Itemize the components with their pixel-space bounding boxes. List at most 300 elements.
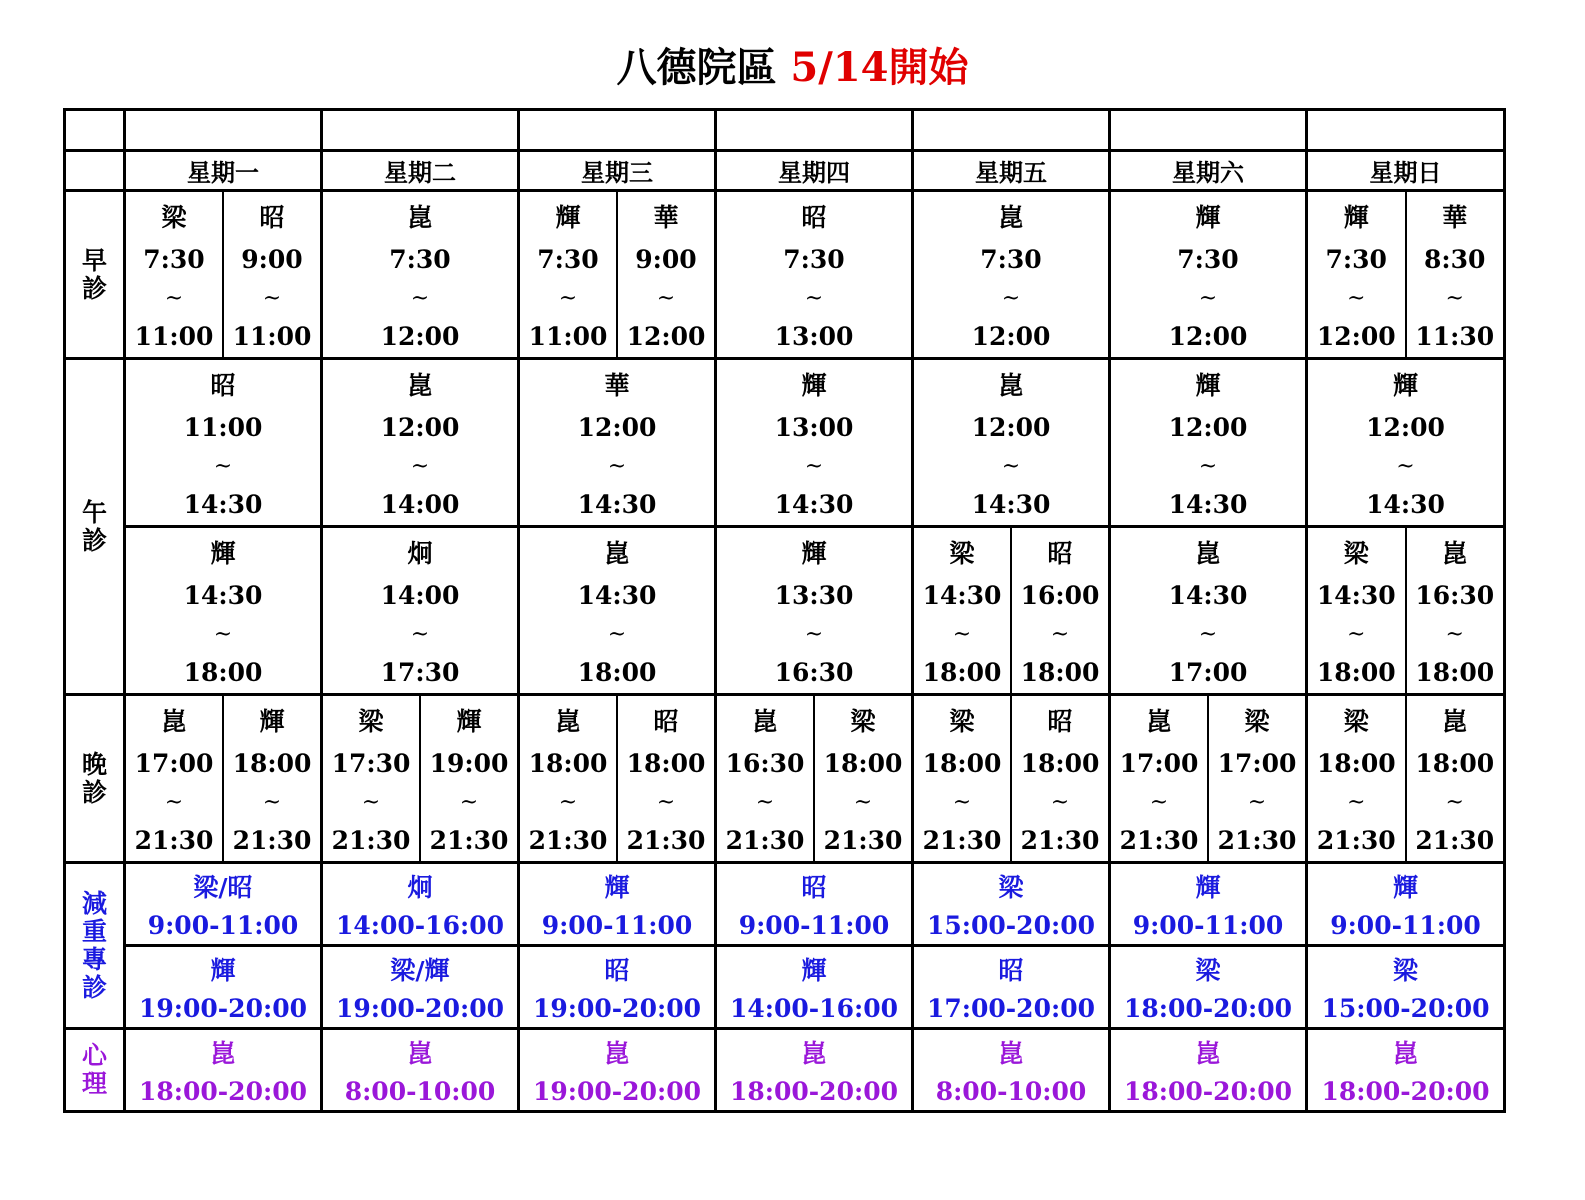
doctor-name: 輝 — [801, 370, 827, 400]
weight-cell — [519, 863, 716, 946]
psych-cell — [1307, 1029, 1505, 1112]
cell-content — [717, 864, 911, 944]
tilde: ~ — [1050, 789, 1070, 815]
end-time: 11:00 — [232, 322, 312, 352]
doctor-name: 炯 — [407, 872, 433, 902]
doctor-name: 崑 — [407, 370, 433, 400]
end-time: 17:00 — [1168, 658, 1248, 688]
shift-cell — [125, 695, 322, 863]
tilde: ~ — [853, 789, 873, 815]
tilde: ~ — [1445, 621, 1464, 647]
doctor-name: 崑 — [801, 1038, 827, 1068]
shift-cell — [322, 527, 519, 695]
doctor-name: 梁 — [1244, 706, 1270, 736]
split-slot — [914, 528, 1108, 693]
cell-content — [1308, 947, 1503, 1027]
blank-cell — [65, 110, 125, 151]
shift-cell — [1307, 359, 1505, 527]
evening-row — [65, 695, 1505, 863]
start-time: 13:30 — [774, 581, 854, 611]
shift-slot — [126, 360, 320, 525]
start-time: 18:00 — [232, 749, 312, 779]
end-time: 18:00 — [1415, 658, 1495, 688]
start-time: 14:30 — [1168, 581, 1248, 611]
start-time: 7:30 — [1325, 245, 1387, 275]
shift-slot — [520, 360, 714, 525]
end-time: 11:00 — [134, 322, 214, 352]
end-time: 18:00 — [577, 658, 657, 688]
time-range: 18:00-20:00 — [730, 1077, 898, 1107]
doctor-name: 梁 — [1195, 955, 1221, 985]
shift-half — [813, 696, 911, 861]
end-time: 18:00 — [1020, 658, 1100, 688]
start-time: 14:30 — [1316, 581, 1396, 611]
afternoon-row-1 — [65, 359, 1505, 527]
doctor-name: 梁 — [358, 706, 384, 736]
cell-content — [717, 947, 911, 1027]
shift-half — [323, 696, 419, 861]
shift-half — [126, 192, 222, 357]
shift-cell — [519, 191, 716, 359]
blank-cell — [1307, 110, 1505, 151]
tilde: ~ — [1050, 621, 1070, 647]
split-slot — [1308, 192, 1503, 357]
split-slot — [1308, 528, 1503, 693]
doctor-name: 昭 — [210, 370, 236, 400]
cell-content — [323, 864, 517, 944]
tilde: ~ — [607, 621, 627, 647]
blank-cell — [322, 110, 519, 151]
doctor-name: 崑 — [1195, 538, 1221, 568]
time-range: 9:00-11:00 — [1132, 911, 1284, 941]
time-range: 19:00-20:00 — [336, 994, 504, 1024]
shift-slot — [717, 528, 911, 693]
time-range: 15:00-20:00 — [927, 911, 1095, 941]
end-time: 17:30 — [380, 658, 460, 688]
time-range: 14:00-16:00 — [336, 911, 504, 941]
tilde: ~ — [804, 453, 824, 479]
blank-header-row — [65, 110, 1505, 151]
doctor-name: 崑 — [210, 1038, 236, 1068]
start-time: 7:30 — [1177, 245, 1239, 275]
time-range: 19:00-20:00 — [533, 1077, 701, 1107]
cell-content — [520, 864, 714, 944]
weight-cell — [716, 863, 913, 946]
end-time: 11:30 — [1415, 322, 1495, 352]
shift-half — [1111, 696, 1207, 861]
psych-cell — [1110, 1029, 1307, 1112]
start-time: 12:00 — [577, 413, 657, 443]
tilde: ~ — [1396, 453, 1415, 479]
split-slot — [323, 696, 517, 861]
doctor-name: 崑 — [604, 538, 630, 568]
doctor-name: 昭 — [1047, 538, 1073, 568]
cell-content — [323, 947, 517, 1027]
end-time: 14:30 — [774, 490, 854, 520]
shift-cell — [716, 527, 913, 695]
tilde: ~ — [656, 285, 676, 311]
shift-cell — [913, 527, 1110, 695]
shift-cell — [519, 695, 716, 863]
end-time: 21:30 — [626, 826, 706, 856]
shift-cell — [125, 359, 322, 527]
tilde: ~ — [1347, 285, 1366, 311]
shift-slot — [1111, 528, 1305, 693]
shift-cell — [1110, 695, 1307, 863]
time-range: 9:00-11:00 — [738, 911, 890, 941]
tilde: ~ — [262, 789, 282, 815]
psych-row — [65, 1029, 1505, 1112]
psych-cell — [125, 1029, 322, 1112]
doctor-name: 梁 — [949, 706, 975, 736]
shift-slot — [323, 360, 517, 525]
tilde: ~ — [1445, 789, 1464, 815]
shift-half — [1308, 528, 1405, 693]
doctor-name: 崑 — [407, 202, 433, 232]
doctor-name: 梁/昭 — [193, 872, 253, 902]
end-time: 14:30 — [577, 490, 657, 520]
tilde: ~ — [164, 285, 184, 311]
shift-half — [1308, 192, 1405, 357]
doctor-name: 昭 — [653, 706, 679, 736]
end-time: 21:30 — [331, 826, 411, 856]
psych-cell — [519, 1029, 716, 1112]
page-title — [0, 40, 1585, 96]
start-time: 16:30 — [725, 749, 805, 779]
shift-half — [1405, 696, 1504, 861]
tilde: ~ — [755, 789, 775, 815]
start-time: 19:00 — [429, 749, 509, 779]
shift-half — [222, 192, 320, 357]
end-time: 21:30 — [823, 826, 903, 856]
doctor-name: 崑 — [1146, 706, 1172, 736]
day-header: 星期一 — [125, 151, 322, 191]
tilde: ~ — [1347, 621, 1366, 647]
tilde: ~ — [952, 621, 972, 647]
shift-half — [616, 192, 714, 357]
doctor-name: 梁/輝 — [390, 955, 450, 985]
shift-cell — [322, 359, 519, 527]
doctor-name: 梁 — [850, 706, 876, 736]
day-header: 星期四 — [716, 151, 913, 191]
start-time: 7:30 — [783, 245, 845, 275]
weight-cell — [1307, 946, 1505, 1029]
doctor-name: 梁 — [998, 872, 1024, 902]
start-time: 12:00 — [1168, 413, 1248, 443]
shift-cell — [125, 527, 322, 695]
end-time: 13:00 — [774, 322, 854, 352]
cell-content — [717, 1030, 911, 1110]
doctor-name: 崑 — [1442, 538, 1468, 568]
doctor-name: 輝 — [1392, 872, 1418, 902]
end-time: 11:00 — [528, 322, 608, 352]
end-time: 21:30 — [1217, 826, 1297, 856]
row-label-morning: 早診 — [65, 191, 125, 359]
end-time: 18:00 — [1316, 658, 1396, 688]
tilde: ~ — [558, 285, 578, 311]
blank-cell — [716, 110, 913, 151]
time-range: 9:00-11:00 — [541, 911, 693, 941]
tilde: ~ — [410, 453, 430, 479]
time-range: 18:00-20:00 — [1124, 1077, 1292, 1107]
end-time: 14:30 — [183, 490, 263, 520]
doctor-name: 梁 — [949, 538, 975, 568]
start-time: 14:30 — [922, 581, 1002, 611]
shift-slot — [323, 192, 517, 357]
psych-cell — [913, 1029, 1110, 1112]
start-time: 18:00 — [922, 749, 1002, 779]
start-time: 17:00 — [1217, 749, 1297, 779]
start-time: 16:30 — [1415, 581, 1495, 611]
start-time: 7:30 — [980, 245, 1042, 275]
shift-cell — [1307, 191, 1505, 359]
shift-half — [914, 528, 1010, 693]
weight-cell — [1307, 863, 1505, 946]
tilde: ~ — [459, 789, 479, 815]
weight-cell — [913, 946, 1110, 1029]
tilde: ~ — [1198, 285, 1218, 311]
start-time: 7:30 — [389, 245, 451, 275]
doctor-name: 輝 — [259, 706, 285, 736]
cell-content — [914, 947, 1108, 1027]
shift-half — [1010, 528, 1108, 693]
shift-half — [1405, 192, 1504, 357]
doctor-name: 昭 — [998, 955, 1024, 985]
cell-content — [1308, 864, 1503, 944]
time-range: 17:00-20:00 — [927, 994, 1095, 1024]
doctor-name: 華 — [1442, 202, 1468, 232]
title-main: 八德院區 — [616, 45, 777, 91]
start-time: 9:00 — [635, 245, 697, 275]
tilde: ~ — [410, 621, 430, 647]
tilde: ~ — [558, 789, 578, 815]
shift-cell — [913, 359, 1110, 527]
doctor-name: 輝 — [1343, 202, 1369, 232]
tilde: ~ — [410, 285, 430, 311]
cell-content — [126, 1030, 320, 1110]
shift-cell — [322, 695, 519, 863]
end-time: 21:30 — [922, 826, 1002, 856]
end-time: 12:00 — [380, 322, 460, 352]
split-slot — [914, 696, 1108, 861]
shift-cell — [322, 191, 519, 359]
shift-cell — [716, 359, 913, 527]
shift-half — [419, 696, 517, 861]
end-time: 21:30 — [1119, 826, 1199, 856]
time-range: 15:00-20:00 — [1321, 994, 1490, 1024]
doctor-name: 炯 — [407, 538, 433, 568]
doctor-name: 輝 — [456, 706, 482, 736]
shift-half — [520, 696, 616, 861]
weight-cell — [519, 946, 716, 1029]
weight-cell — [1110, 946, 1307, 1029]
shift-slot — [717, 192, 911, 357]
split-slot — [1308, 696, 1503, 861]
end-time: 21:30 — [1415, 826, 1495, 856]
start-time: 12:00 — [971, 413, 1051, 443]
end-time: 18:00 — [183, 658, 263, 688]
start-time: 9:00 — [241, 245, 303, 275]
shift-cell — [716, 191, 913, 359]
time-range: 18:00-20:00 — [1124, 994, 1292, 1024]
blank-cell — [1110, 110, 1307, 151]
start-time: 14:00 — [380, 581, 460, 611]
start-time: 14:30 — [577, 581, 657, 611]
split-slot — [717, 696, 911, 861]
end-time: 21:30 — [232, 826, 312, 856]
day-header: 星期日 — [1307, 151, 1505, 191]
doctor-name: 崑 — [604, 1038, 630, 1068]
doctor-name: 輝 — [801, 955, 827, 985]
cell-content — [323, 1030, 517, 1110]
day-header: 星期五 — [913, 151, 1110, 191]
tilde: ~ — [213, 621, 233, 647]
start-time: 18:00 — [528, 749, 608, 779]
shift-cell — [125, 191, 322, 359]
doctor-name: 昭 — [801, 202, 827, 232]
start-time: 14:30 — [183, 581, 263, 611]
weight-cell — [322, 863, 519, 946]
weight-cell — [1110, 863, 1307, 946]
doctor-name: 崑 — [1392, 1038, 1418, 1068]
start-time: 17:00 — [1119, 749, 1199, 779]
shift-slot — [1111, 360, 1305, 525]
doctor-name: 輝 — [210, 955, 236, 985]
shift-half — [616, 696, 714, 861]
shift-half — [1405, 528, 1504, 693]
cell-content — [1308, 1030, 1503, 1110]
doctor-name: 昭 — [801, 872, 827, 902]
start-time: 7:30 — [537, 245, 599, 275]
end-time: 12:00 — [971, 322, 1051, 352]
weight-cell — [125, 863, 322, 946]
day-header: 星期二 — [322, 151, 519, 191]
cell-content — [914, 1030, 1108, 1110]
day-header: 星期六 — [1110, 151, 1307, 191]
cell-content — [914, 864, 1108, 944]
split-slot — [520, 192, 714, 357]
time-range: 8:00-10:00 — [935, 1077, 1087, 1107]
end-time: 14:00 — [380, 490, 460, 520]
tilde: ~ — [804, 285, 824, 311]
start-time: 16:00 — [1020, 581, 1100, 611]
split-slot — [126, 696, 320, 861]
shift-slot — [1111, 192, 1305, 357]
time-range: 18:00-20:00 — [1321, 1077, 1490, 1107]
shift-half — [717, 696, 813, 861]
doctor-name: 崑 — [752, 706, 778, 736]
doctor-name: 昭 — [1047, 706, 1073, 736]
start-time: 18:00 — [626, 749, 706, 779]
weight-cell — [913, 863, 1110, 946]
weight-cell — [716, 946, 913, 1029]
end-time: 21:30 — [1020, 826, 1100, 856]
end-time: 18:00 — [922, 658, 1002, 688]
tilde: ~ — [1149, 789, 1169, 815]
split-slot — [520, 696, 714, 861]
end-time: 12:00 — [1168, 322, 1248, 352]
time-range: 14:00-16:00 — [730, 994, 898, 1024]
doctor-name: 輝 — [555, 202, 581, 232]
shift-half — [126, 696, 222, 861]
doctor-name: 崑 — [998, 370, 1024, 400]
tilde: ~ — [1247, 789, 1267, 815]
doctor-name: 梁 — [161, 202, 187, 232]
weight-cell — [125, 946, 322, 1029]
doctor-name: 輝 — [1195, 370, 1221, 400]
shift-slot — [1308, 360, 1503, 525]
start-time: 12:00 — [380, 413, 460, 443]
time-range: 9:00-11:00 — [147, 911, 299, 941]
doctor-name: 輝 — [1195, 202, 1221, 232]
shift-cell — [913, 695, 1110, 863]
tilde: ~ — [1001, 285, 1021, 311]
shift-slot — [914, 192, 1108, 357]
start-time: 11:00 — [183, 413, 263, 443]
doctor-name: 崑 — [1442, 706, 1468, 736]
end-time: 16:30 — [774, 658, 854, 688]
tilde: ~ — [952, 789, 972, 815]
time-range: 19:00-20:00 — [139, 994, 307, 1024]
start-time: 7:30 — [143, 245, 205, 275]
tilde: ~ — [1198, 453, 1218, 479]
doctor-name: 輝 — [1195, 872, 1221, 902]
shift-cell — [1110, 191, 1307, 359]
tilde: ~ — [213, 453, 233, 479]
doctor-name: 梁 — [1343, 538, 1369, 568]
shift-half — [1308, 696, 1405, 861]
weight-cell — [322, 946, 519, 1029]
split-slot — [126, 192, 320, 357]
shift-slot — [520, 528, 714, 693]
tilde: ~ — [1347, 789, 1366, 815]
row-label-evening: 晚診 — [65, 695, 125, 863]
end-time: 12:00 — [626, 322, 706, 352]
shift-slot — [323, 528, 517, 693]
shift-cell — [1110, 359, 1307, 527]
end-time: 21:30 — [725, 826, 805, 856]
tilde: ~ — [164, 789, 184, 815]
cell-content — [126, 947, 320, 1027]
cell-content — [520, 947, 714, 1027]
day-header: 星期三 — [519, 151, 716, 191]
time-range: 8:00-10:00 — [344, 1077, 496, 1107]
shift-half — [1207, 696, 1305, 861]
start-time: 18:00 — [823, 749, 903, 779]
doctor-name: 昭 — [259, 202, 285, 232]
shift-slot — [717, 360, 911, 525]
shift-cell — [1307, 695, 1505, 863]
end-time: 14:30 — [1366, 490, 1445, 520]
shift-cell — [1307, 527, 1505, 695]
end-time: 21:30 — [134, 826, 214, 856]
start-time: 18:00 — [1316, 749, 1396, 779]
row-label-psych: 心理 — [65, 1029, 125, 1112]
doctor-name: 輝 — [801, 538, 827, 568]
start-time: 17:30 — [331, 749, 411, 779]
blank-cell — [125, 110, 322, 151]
tilde: ~ — [262, 285, 282, 311]
time-range: 19:00-20:00 — [533, 994, 701, 1024]
end-time: 21:30 — [1316, 826, 1396, 856]
start-time: 13:00 — [774, 413, 854, 443]
doctor-name: 崑 — [161, 706, 187, 736]
start-time: 18:00 — [1415, 749, 1495, 779]
afternoon-row-2 — [65, 527, 1505, 695]
weight-row-1 — [65, 863, 1505, 946]
doctor-name: 崑 — [998, 1038, 1024, 1068]
time-range: 18:00-20:00 — [139, 1077, 307, 1107]
